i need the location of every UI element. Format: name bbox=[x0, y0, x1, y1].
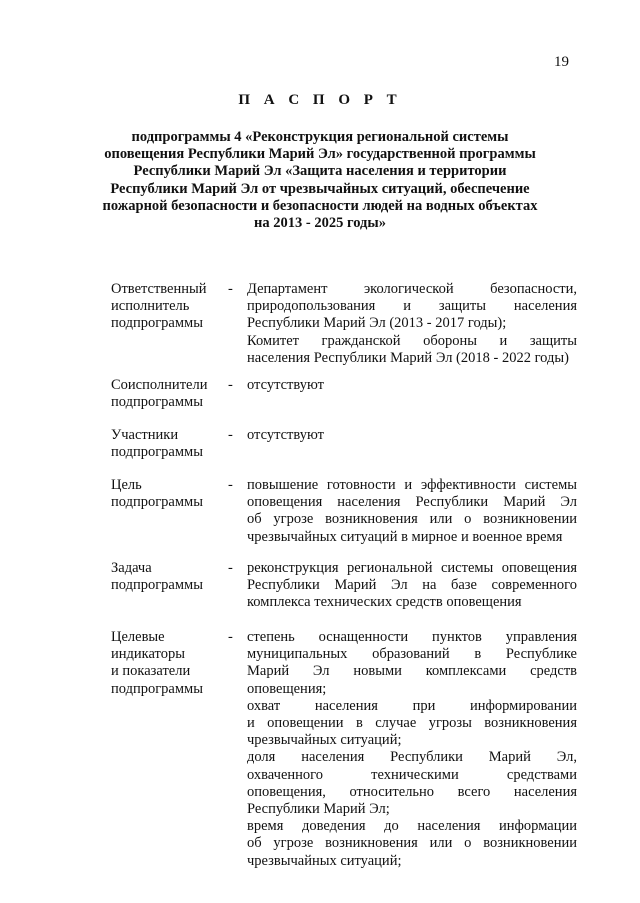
row-label bbox=[111, 281, 231, 333]
row-label-line: Участники bbox=[111, 427, 179, 443]
subtitle-line: подпрограммы 4 «Реконструкция региональной системы bbox=[131, 129, 509, 145]
row-label-line: подпрограммы bbox=[111, 680, 203, 697]
row-label bbox=[111, 629, 231, 698]
subtitle-line: на 2013 - 2025 годы» bbox=[254, 215, 386, 232]
row-value-line: охват населения при информировании bbox=[247, 697, 577, 714]
row-value-line: населения Республики Марий Эл (2018 - 2022 годы) bbox=[247, 349, 569, 366]
row-value-line: природопользования и защиты населения bbox=[247, 298, 577, 315]
row-value-line: об угрозе возникновения или о возникновении bbox=[247, 835, 577, 852]
row-value-line: Марий Эл новыми комплексами средств bbox=[247, 663, 577, 680]
row-label-line: индикаторы bbox=[111, 646, 185, 663]
row-label bbox=[111, 560, 231, 594]
row-value-line: Департамент экологической безопасности, bbox=[247, 281, 577, 297]
document-subtitle bbox=[100, 129, 540, 232]
row-label-line: подпрограммы bbox=[111, 394, 203, 411]
row-value-line: оповещения, относительно всего населения bbox=[247, 783, 577, 800]
row-dash: - bbox=[228, 560, 233, 576]
row-dash: - bbox=[228, 477, 233, 493]
subtitle-line: пожарной безопасности и безопасности людей на водных объектах bbox=[102, 197, 538, 214]
row-value-line: Комитет гражданской обороны и защиты bbox=[247, 332, 577, 349]
row-value-line: чрезвычайных ситуаций; bbox=[247, 732, 402, 749]
row-value-line: муниципальных образований в Республике bbox=[247, 646, 577, 663]
row-value bbox=[247, 377, 577, 394]
row-label bbox=[111, 377, 231, 411]
row-value-line: комплекса технических средств оповещения bbox=[247, 594, 522, 611]
subtitle-line: Республики Марий Эл «Защита населения и территории bbox=[133, 163, 507, 180]
row-dash: - bbox=[228, 629, 233, 645]
row-value-line: Республики Марий Эл; bbox=[247, 801, 390, 818]
row-value-line: чрезвычайных ситуаций; bbox=[247, 852, 402, 869]
row-label-line: и показатели bbox=[111, 663, 191, 680]
row-value bbox=[247, 477, 577, 546]
row-value-line: реконструкция региональной системы оповещения bbox=[247, 560, 577, 576]
page-number: 19 bbox=[554, 54, 569, 70]
subtitle-line: оповещения Республики Марий Эл» государственной программы bbox=[104, 146, 536, 163]
row-label-line: подпрограммы bbox=[111, 577, 203, 594]
row-dash: - bbox=[228, 281, 233, 297]
row-value-line: степень оснащенности пунктов управления bbox=[247, 629, 577, 645]
row-value-line: доля населения Республики Марий Эл, bbox=[247, 749, 577, 766]
row-value-line: отсутствуют bbox=[247, 427, 324, 443]
row-value bbox=[247, 427, 577, 444]
row-value bbox=[247, 281, 577, 367]
row-value-line: чрезвычайных ситуаций в мирное и военное время bbox=[247, 528, 563, 545]
row-label-line: подпрограммы bbox=[111, 315, 203, 332]
subtitle-line: Республики Марий Эл от чрезвычайных ситуаций, обеспечение bbox=[110, 180, 530, 197]
row-value-line: оповещения населения Республики Марий Эл bbox=[247, 494, 577, 511]
row-dash: - bbox=[228, 377, 233, 393]
document-title: П А С П О Р Т bbox=[238, 92, 402, 108]
row-value-line: оповещения; bbox=[247, 680, 327, 697]
row-dash: - bbox=[228, 427, 233, 443]
row-label-line: подпрограммы bbox=[111, 444, 203, 461]
row-label bbox=[111, 427, 231, 461]
row-value-line: отсутствуют bbox=[247, 377, 324, 393]
row-value-line: Республики Марий Эл на базе современного bbox=[247, 577, 577, 594]
row-label-line: исполнитель bbox=[111, 298, 190, 315]
row-value-line: охваченного техническими средствами bbox=[247, 766, 577, 783]
row-label-line: Соисполнители bbox=[111, 377, 208, 393]
row-value-line: время доведения до населения информации bbox=[247, 818, 577, 835]
row-value-line: повышение готовности и эффективности системы bbox=[247, 477, 577, 493]
row-label-line: Целевые bbox=[111, 629, 165, 645]
row-label-line: Цель bbox=[111, 477, 142, 493]
row-label-line: подпрограммы bbox=[111, 494, 203, 511]
row-value-line: и оповещении в случае угрозы возникновения bbox=[247, 715, 577, 732]
row-label-line: Ответственный bbox=[111, 281, 207, 297]
row-value-line: Республики Марий Эл (2013 - 2017 годы); bbox=[247, 315, 507, 332]
row-value-line: об угрозе возникновения или о возникновении bbox=[247, 511, 577, 528]
row-label bbox=[111, 477, 231, 511]
row-value bbox=[247, 560, 577, 612]
row-label-line: Задача bbox=[111, 560, 152, 576]
row-value bbox=[247, 629, 577, 870]
